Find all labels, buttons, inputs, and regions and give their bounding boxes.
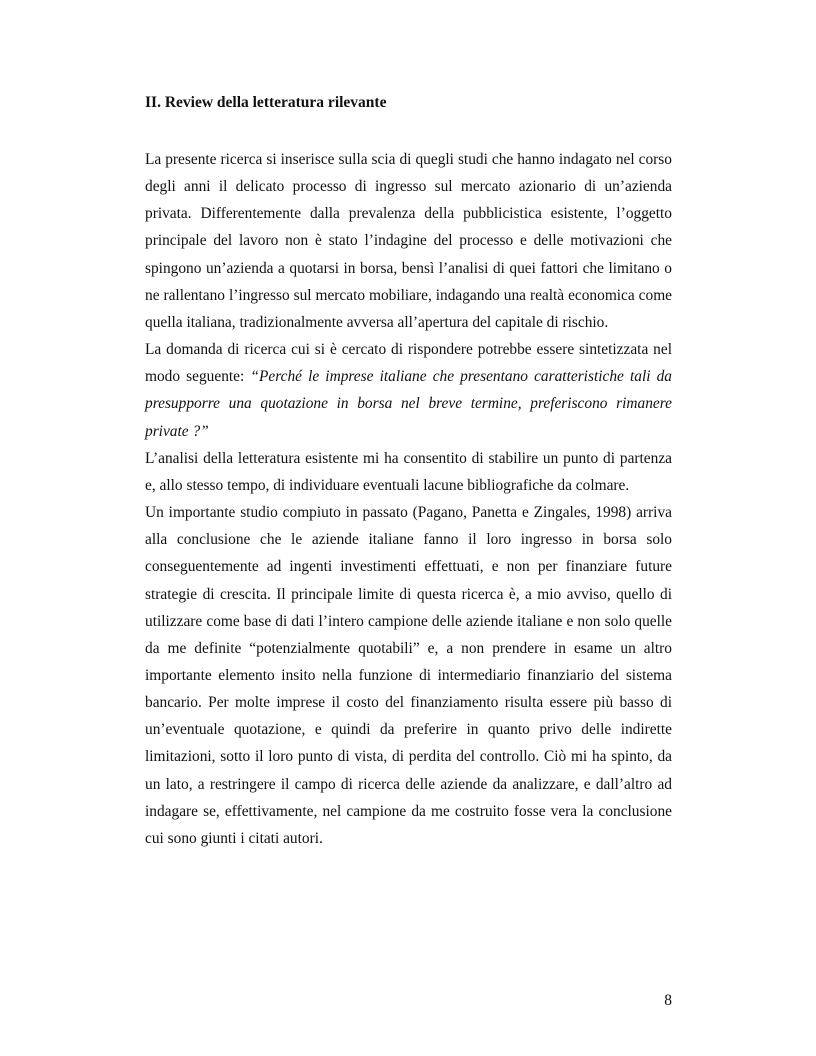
paragraph-research-question (145, 336, 672, 445)
section-heading: II. Review della letteratura rilevante (145, 94, 387, 111)
research-question-quote: “Perché le imprese italiane che presentano caratteristiche tali da presupporre una quotazione in borsa nel breve termine, preferiscono rimanere private ?” (145, 368, 672, 440)
research-question-intro: La domanda di ricerca cui si è cercato di rispondere potrebbe essere sintetizzata nel modo seguente: (145, 341, 672, 386)
page-number: 8 (664, 992, 672, 1009)
paragraph-introduction: La presente ricerca si inserisce sulla scia di quegli studi che hanno indagato nel corso degli anni il delicato processo di ingresso sul mercato azionario di un’azienda privata. Differentemente dalla prevalenza della pubblicistica esistente, l’oggetto principale del lavoro non è stato l’indagine del processo e delle motivazioni che spingono un’azienda a quotarsi in borsa, bensì l’analisi di quei fattori che limitano o ne rallentano l’ingresso sul mercato mobiliare, indagando una realtà economica come quella italiana, tradizionalmente avversa all’apertura del capitale di rischio. (145, 151, 672, 331)
body-text (145, 146, 672, 852)
paragraph-prior-study: Un importante studio compiuto in passato (Pagano, Panetta e Zingales, 1998) arriva alla conclusione che le aziende italiane fanno il loro ingresso in borsa solo conseguentemente ad ingenti investimenti effettuati, e non per finanziare future strategie di crescita. Il principale limite di questa ricerca è, a mio avviso, quello di utilizzare come base di dati l’intero campione delle aziende italiane e non solo quelle da me definite “potenzialmente quotabili” e, a non prendere in esame un altro importante elemento insito nella funzione di intermediario finanziario del sistema bancario. Per molte imprese il costo del finanziamento risulta essere più basso di un’eventuale quotazione, e quindi da preferire in quanto privo delle indirette limitazioni, sotto il loro punto di vista, di perdita del controllo. Ciò mi ha spinto, da un lato, a restringere il campo di ricerca delle aziende da analizzare, e dall’altro ad indagare se, effettivamente, nel campione da me costruito fosse vera la conclusione cui sono giunti i citati autori. (145, 504, 672, 847)
paragraph-literature-analysis: L’analisi della letteratura esistente mi ha consentito di stabilire un punto di partenza e, allo stesso tempo, di individuare eventuali lacune bibliografiche da colmare. (145, 449, 672, 494)
